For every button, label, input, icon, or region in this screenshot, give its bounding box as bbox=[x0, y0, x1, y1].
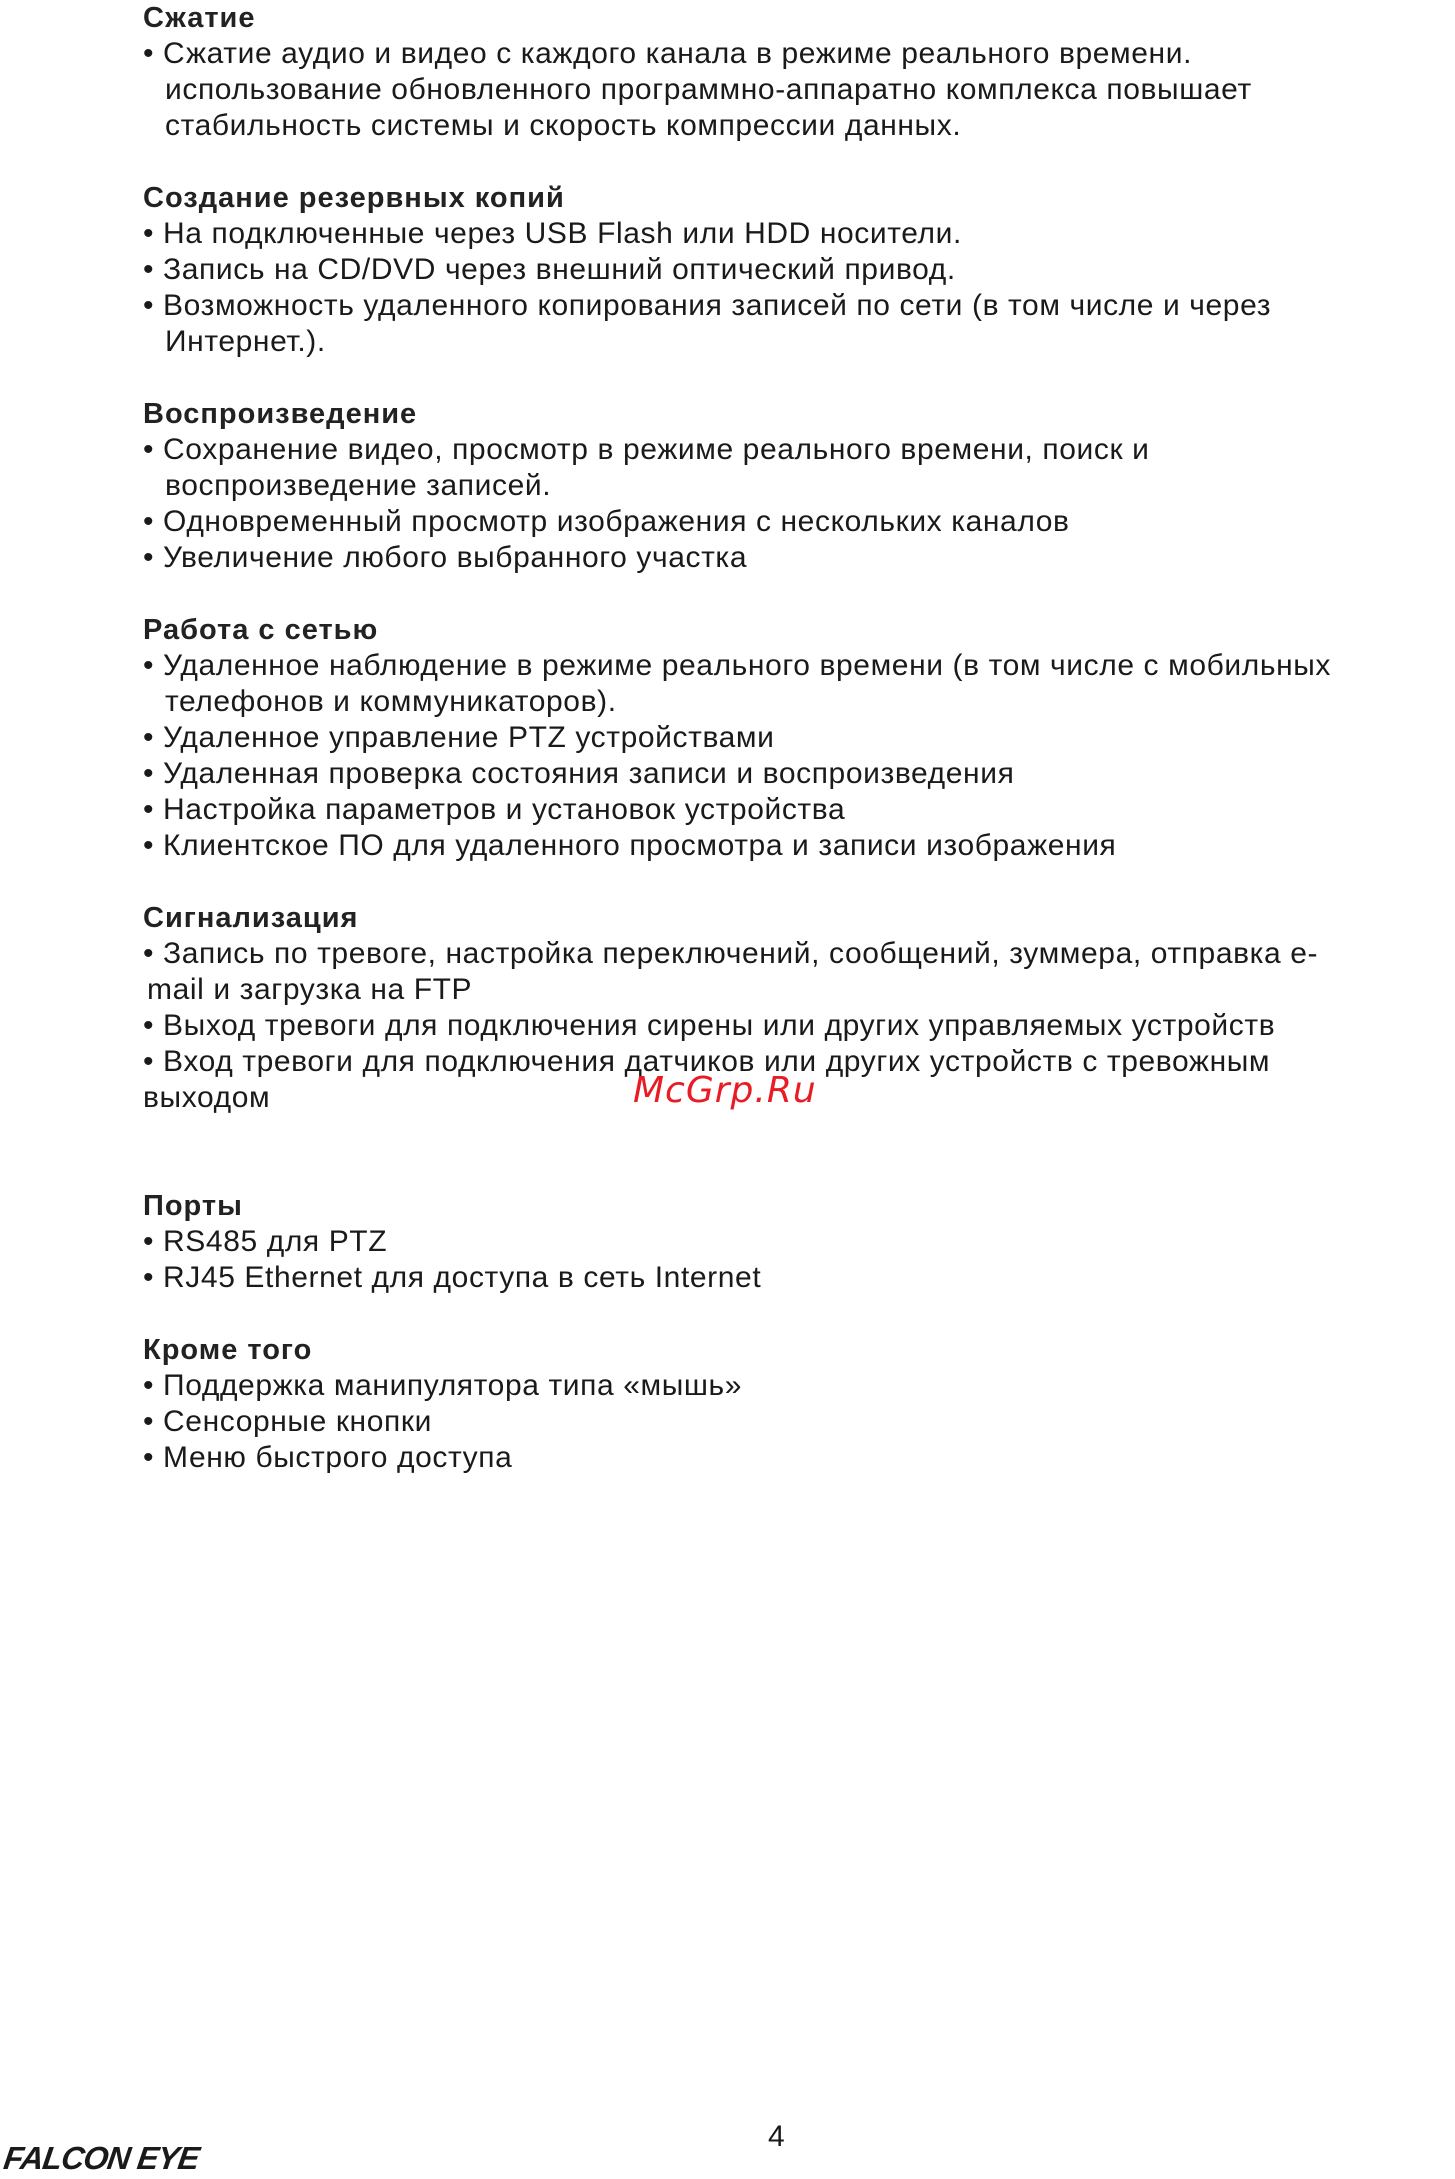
list-item: • Поддержка манипулятора типа «мышь» bbox=[143, 1368, 1455, 1404]
section-extras bbox=[143, 1332, 1455, 1476]
list-item: • Меню быстрого доступа bbox=[143, 1440, 1455, 1476]
list-item: • Возможность удаленного копирования записей по сети (в том числе и через bbox=[143, 288, 1455, 324]
list-item-continuation: воспроизведение записей. bbox=[165, 469, 552, 502]
page-number: 4 bbox=[768, 2120, 785, 2153]
list-item: • Настройка параметров и установок устройства bbox=[143, 792, 1455, 828]
list-item-continuation: стабильность системы и скорость компрессии данных. bbox=[165, 109, 962, 142]
list-item-continuation: выходом bbox=[143, 1081, 271, 1114]
list-item: • Сжатие аудио и видео с каждого канала в режиме реального времени. bbox=[143, 36, 1455, 72]
list-item: • Увеличение любого выбранного участка bbox=[143, 540, 1455, 576]
list-item: • Удаленная проверка состояния записи и воспроизведения bbox=[143, 756, 1455, 792]
section-heading: Порты bbox=[143, 1190, 243, 1222]
list-item-continuation: mail и загрузка на FTP bbox=[147, 973, 473, 1006]
section-heading: Кроме того bbox=[143, 1334, 313, 1366]
section-heading: Работа с сетью bbox=[143, 614, 379, 646]
list-item: • Вход тревоги для подключения датчиков или других устройств с тревожным bbox=[143, 1044, 1455, 1080]
section-heading: Воспроизведение bbox=[143, 398, 418, 430]
list-item-continuation: телефонов и коммуникаторов). bbox=[165, 685, 617, 718]
list-item: • На подключенные через USB Flash или HDD носители. bbox=[143, 216, 1455, 252]
list-item: • RS485 для PTZ bbox=[143, 1224, 1455, 1260]
list-item: • Одновременный просмотр изображения с нескольких каналов bbox=[143, 504, 1455, 540]
list-item: • Запись по тревоге, настройка переключений, сообщений, зуммера, отправка e- bbox=[143, 936, 1455, 972]
section-backup bbox=[143, 180, 1455, 360]
list-item: • Удаленное наблюдение в режиме реального времени (в том числе с мобильных bbox=[143, 648, 1455, 684]
list-item: • Выход тревоги для подключения сирены или других управляемых устройств bbox=[143, 1008, 1455, 1044]
section-heading: Сжатие bbox=[143, 2, 256, 34]
list-item: • Запись на CD/DVD через внешний оптический привод. bbox=[143, 252, 1455, 288]
section-ports bbox=[143, 1188, 1455, 1296]
section-playback bbox=[143, 396, 1455, 576]
list-item: • RJ45 Ethernet для доступа в сеть Internet bbox=[143, 1260, 1455, 1296]
list-item: • Сенсорные кнопки bbox=[143, 1404, 1455, 1440]
section-compression bbox=[143, 0, 1455, 144]
list-item-continuation: использование обновленного программно-аппаратно комплекса повышает bbox=[165, 73, 1252, 106]
section-network bbox=[143, 612, 1455, 864]
brand-logo: FALCON EYE bbox=[1, 2140, 202, 2176]
list-item: • Удаленное управление PTZ устройствами bbox=[143, 720, 1455, 756]
section-heading: Сигнализация bbox=[143, 902, 359, 934]
list-item-continuation: Интернет.). bbox=[165, 325, 326, 358]
list-item: • Сохранение видео, просмотр в режиме реального времени, поиск и bbox=[143, 432, 1455, 468]
list-item: • Клиентское ПО для удаленного просмотра и записи изображения bbox=[143, 828, 1455, 864]
document-body bbox=[143, 0, 1455, 1512]
section-heading: Создание резервных копий bbox=[143, 182, 565, 214]
watermark: McGrp.Ru bbox=[633, 1070, 817, 1111]
